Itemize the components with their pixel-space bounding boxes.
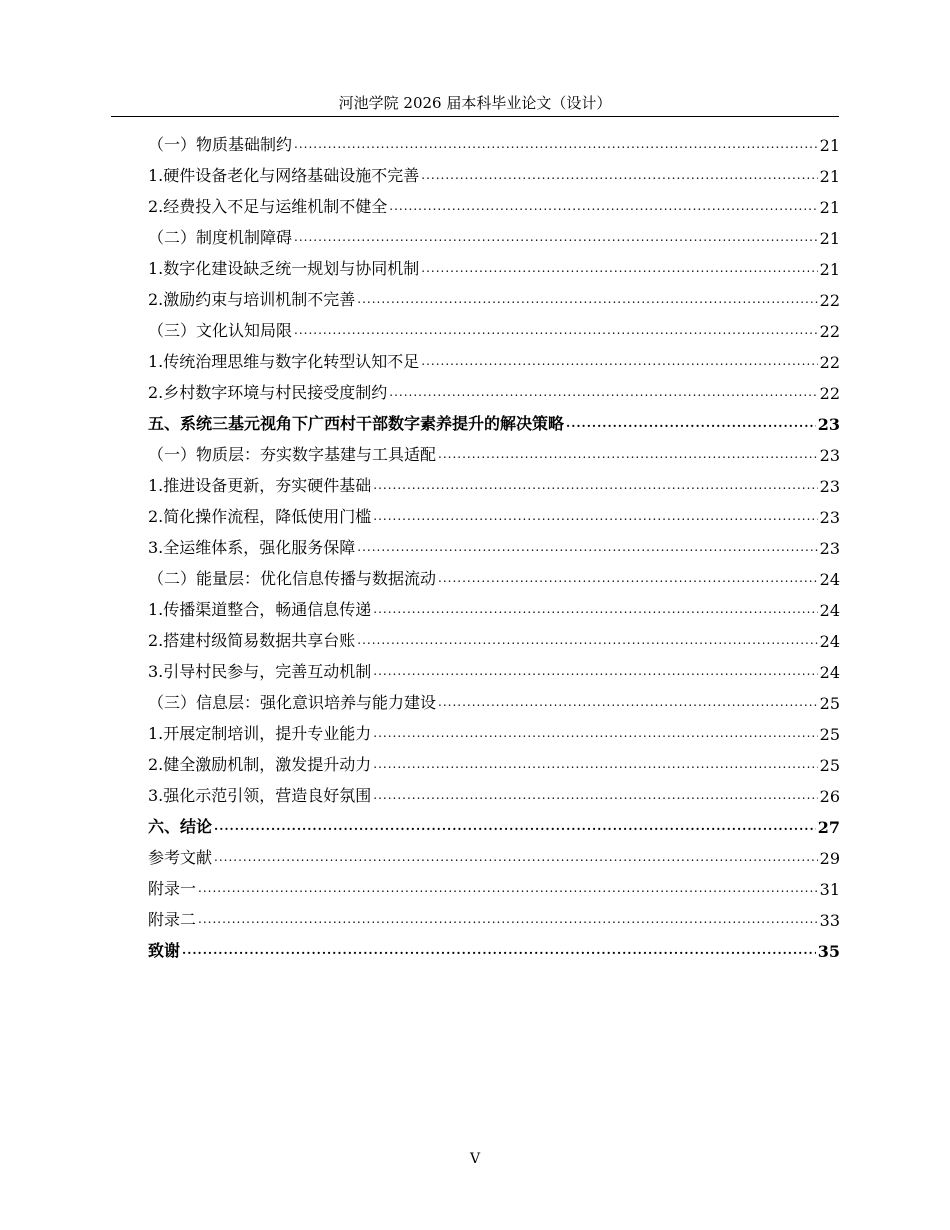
toc-leader-dots [373, 725, 817, 741]
toc-entry-title: 附录一 [148, 879, 197, 898]
header-divider [111, 116, 839, 117]
toc-entry-page: 25 [819, 756, 840, 775]
toc-entry[interactable] [148, 806, 840, 837]
toc-entry-title: 1.传播渠道整合，畅通信息传递 [148, 600, 372, 619]
toc-entry-page: 24 [819, 632, 840, 651]
toc-entry-page: 21 [819, 229, 840, 248]
toc-leader-dots [357, 539, 817, 555]
toc-leader-dots [438, 570, 818, 586]
toc-entry-page: 23 [817, 415, 840, 434]
toc-entry-page: 21 [819, 198, 840, 217]
toc-entry[interactable] [148, 837, 840, 868]
toc-entry-page: 23 [819, 446, 840, 465]
toc-entry-title: （一）物质层：夯实数字基建与工具适配 [148, 445, 437, 464]
toc-entry[interactable] [148, 155, 840, 186]
toc-entry-title: （三）信息层：强化意识培养与能力建设 [148, 693, 437, 712]
toc-leader-dots [421, 167, 817, 183]
toc-entry-title: 六、结论 [148, 817, 213, 836]
toc-entry-title: 1.推进设备更新，夯实硬件基础 [148, 476, 372, 495]
toc-entry-page: 23 [819, 477, 840, 496]
toc-entry-title: 五、系统三基元视角下广西村干部数字素养提升的解决策略 [148, 414, 565, 433]
toc-leader-dots [214, 849, 818, 865]
toc-entry-page: 22 [819, 322, 840, 341]
toc-entry[interactable] [148, 310, 840, 341]
toc-leader-dots [438, 694, 818, 710]
toc-leader-dots [294, 136, 818, 152]
toc-entry-page: 24 [819, 570, 840, 589]
toc-entry-page: 26 [819, 787, 840, 806]
toc-entry[interactable] [148, 496, 840, 527]
toc-entry-title: 1.开展定制培训，提升专业能力 [148, 724, 372, 743]
toc-entry-title: 2.经费投入不足与运维机制不健全 [148, 197, 388, 216]
toc-leader-dots [373, 787, 817, 803]
toc-entry-page: 31 [819, 880, 840, 899]
toc-entry-page: 27 [817, 818, 840, 837]
toc-leader-dots [373, 477, 817, 493]
toc-leader-dots [421, 353, 817, 369]
toc-entry[interactable] [148, 341, 840, 372]
page-header: 河池学院 2026 届本科毕业论文（设计） [338, 94, 612, 112]
toc-entry-title: 致谢 [148, 941, 181, 960]
toc-entry-title: 参考文献 [148, 848, 213, 867]
toc-leader-dots [373, 508, 817, 524]
toc-entry-title: 3.全运维体系，强化服务保障 [148, 538, 356, 557]
toc-leader-dots [357, 632, 817, 648]
toc-entry-title: 1.硬件设备老化与网络基础设施不完善 [148, 166, 420, 185]
toc-entry-page: 29 [819, 849, 840, 868]
toc-leader-dots [294, 322, 818, 338]
toc-entry-page: 35 [817, 942, 840, 961]
toc-entry[interactable] [148, 744, 840, 775]
toc-leader-dots [389, 198, 817, 214]
toc-leader-dots [421, 260, 817, 276]
toc-entry-title: 1.数字化建设缺乏统一规划与协同机制 [148, 259, 420, 278]
toc-entry-page: 25 [819, 694, 840, 713]
toc-entry-page: 21 [819, 167, 840, 186]
toc-leader-dots [373, 663, 817, 679]
toc-entry-page: 33 [819, 911, 840, 930]
toc-entry-title: （一）物质基础制约 [148, 135, 293, 154]
toc-entry-title: 1.传统治理思维与数字化转型认知不足 [148, 352, 420, 371]
toc-leader-dots [389, 384, 817, 400]
toc-entry[interactable] [148, 279, 840, 310]
toc-entry-title: 2.健全激励机制，激发提升动力 [148, 755, 372, 774]
toc-leader-dots [566, 415, 816, 431]
toc-entry[interactable] [148, 186, 840, 217]
toc-entry-page: 21 [819, 260, 840, 279]
toc-entry[interactable] [148, 248, 840, 279]
toc-entry[interactable] [148, 775, 840, 806]
toc-entry[interactable] [148, 899, 840, 930]
toc-entry-page: 22 [819, 291, 840, 310]
toc-entry[interactable] [148, 434, 840, 465]
toc-entry[interactable] [148, 651, 840, 682]
toc-leader-dots [373, 601, 817, 617]
toc-entry-page: 24 [819, 601, 840, 620]
toc-entry-title: （二）制度机制障碍 [148, 228, 293, 247]
toc-entry[interactable] [148, 217, 840, 248]
toc-entry-title: （三）文化认知局限 [148, 321, 293, 340]
toc-entry-page: 21 [819, 136, 840, 155]
toc-entry[interactable] [148, 403, 840, 434]
toc-leader-dots [438, 446, 818, 462]
toc-entry-title: 2.激励约束与培训机制不完善 [148, 290, 356, 309]
toc-entry[interactable] [148, 558, 840, 589]
toc-entry-page: 24 [819, 663, 840, 682]
toc-entry[interactable] [148, 620, 840, 651]
toc-entry-title: 2.简化操作流程，降低使用门槛 [148, 507, 372, 526]
toc-entry[interactable] [148, 372, 840, 403]
toc-entry-title: 2.搭建村级简易数据共享台账 [148, 631, 356, 650]
toc-entry[interactable] [148, 589, 840, 620]
toc-entry-title: 2.乡村数字环境与村民接受度制约 [148, 383, 388, 402]
toc-entry[interactable] [148, 682, 840, 713]
toc-entry[interactable] [148, 465, 840, 496]
toc-entry-page: 22 [819, 384, 840, 403]
toc-entry-page: 22 [819, 353, 840, 372]
toc-entry[interactable] [148, 124, 840, 155]
toc-entry-page: 23 [819, 508, 840, 527]
toc-entry-page: 23 [819, 539, 840, 558]
toc-leader-dots [198, 880, 818, 896]
toc-entry[interactable] [148, 868, 840, 899]
toc-leader-dots [214, 818, 816, 834]
page-number: V [469, 1151, 481, 1167]
toc-entry-title: 3.引导村民参与，完善互动机制 [148, 662, 372, 681]
toc-entry[interactable] [148, 713, 840, 744]
toc-leader-dots [198, 911, 818, 927]
toc-entry[interactable] [148, 527, 840, 558]
toc-entry-page: 25 [819, 725, 840, 744]
table-of-contents [148, 124, 840, 961]
toc-entry[interactable] [148, 930, 840, 961]
toc-leader-dots [357, 291, 817, 307]
toc-entry-title: 附录二 [148, 910, 197, 929]
toc-leader-dots [294, 229, 818, 245]
toc-entry-title: 3.强化示范引领，营造良好氛围 [148, 786, 372, 805]
toc-leader-dots [373, 756, 817, 772]
toc-entry-title: （二）能量层：优化信息传播与数据流动 [148, 569, 437, 588]
toc-leader-dots [182, 942, 816, 958]
